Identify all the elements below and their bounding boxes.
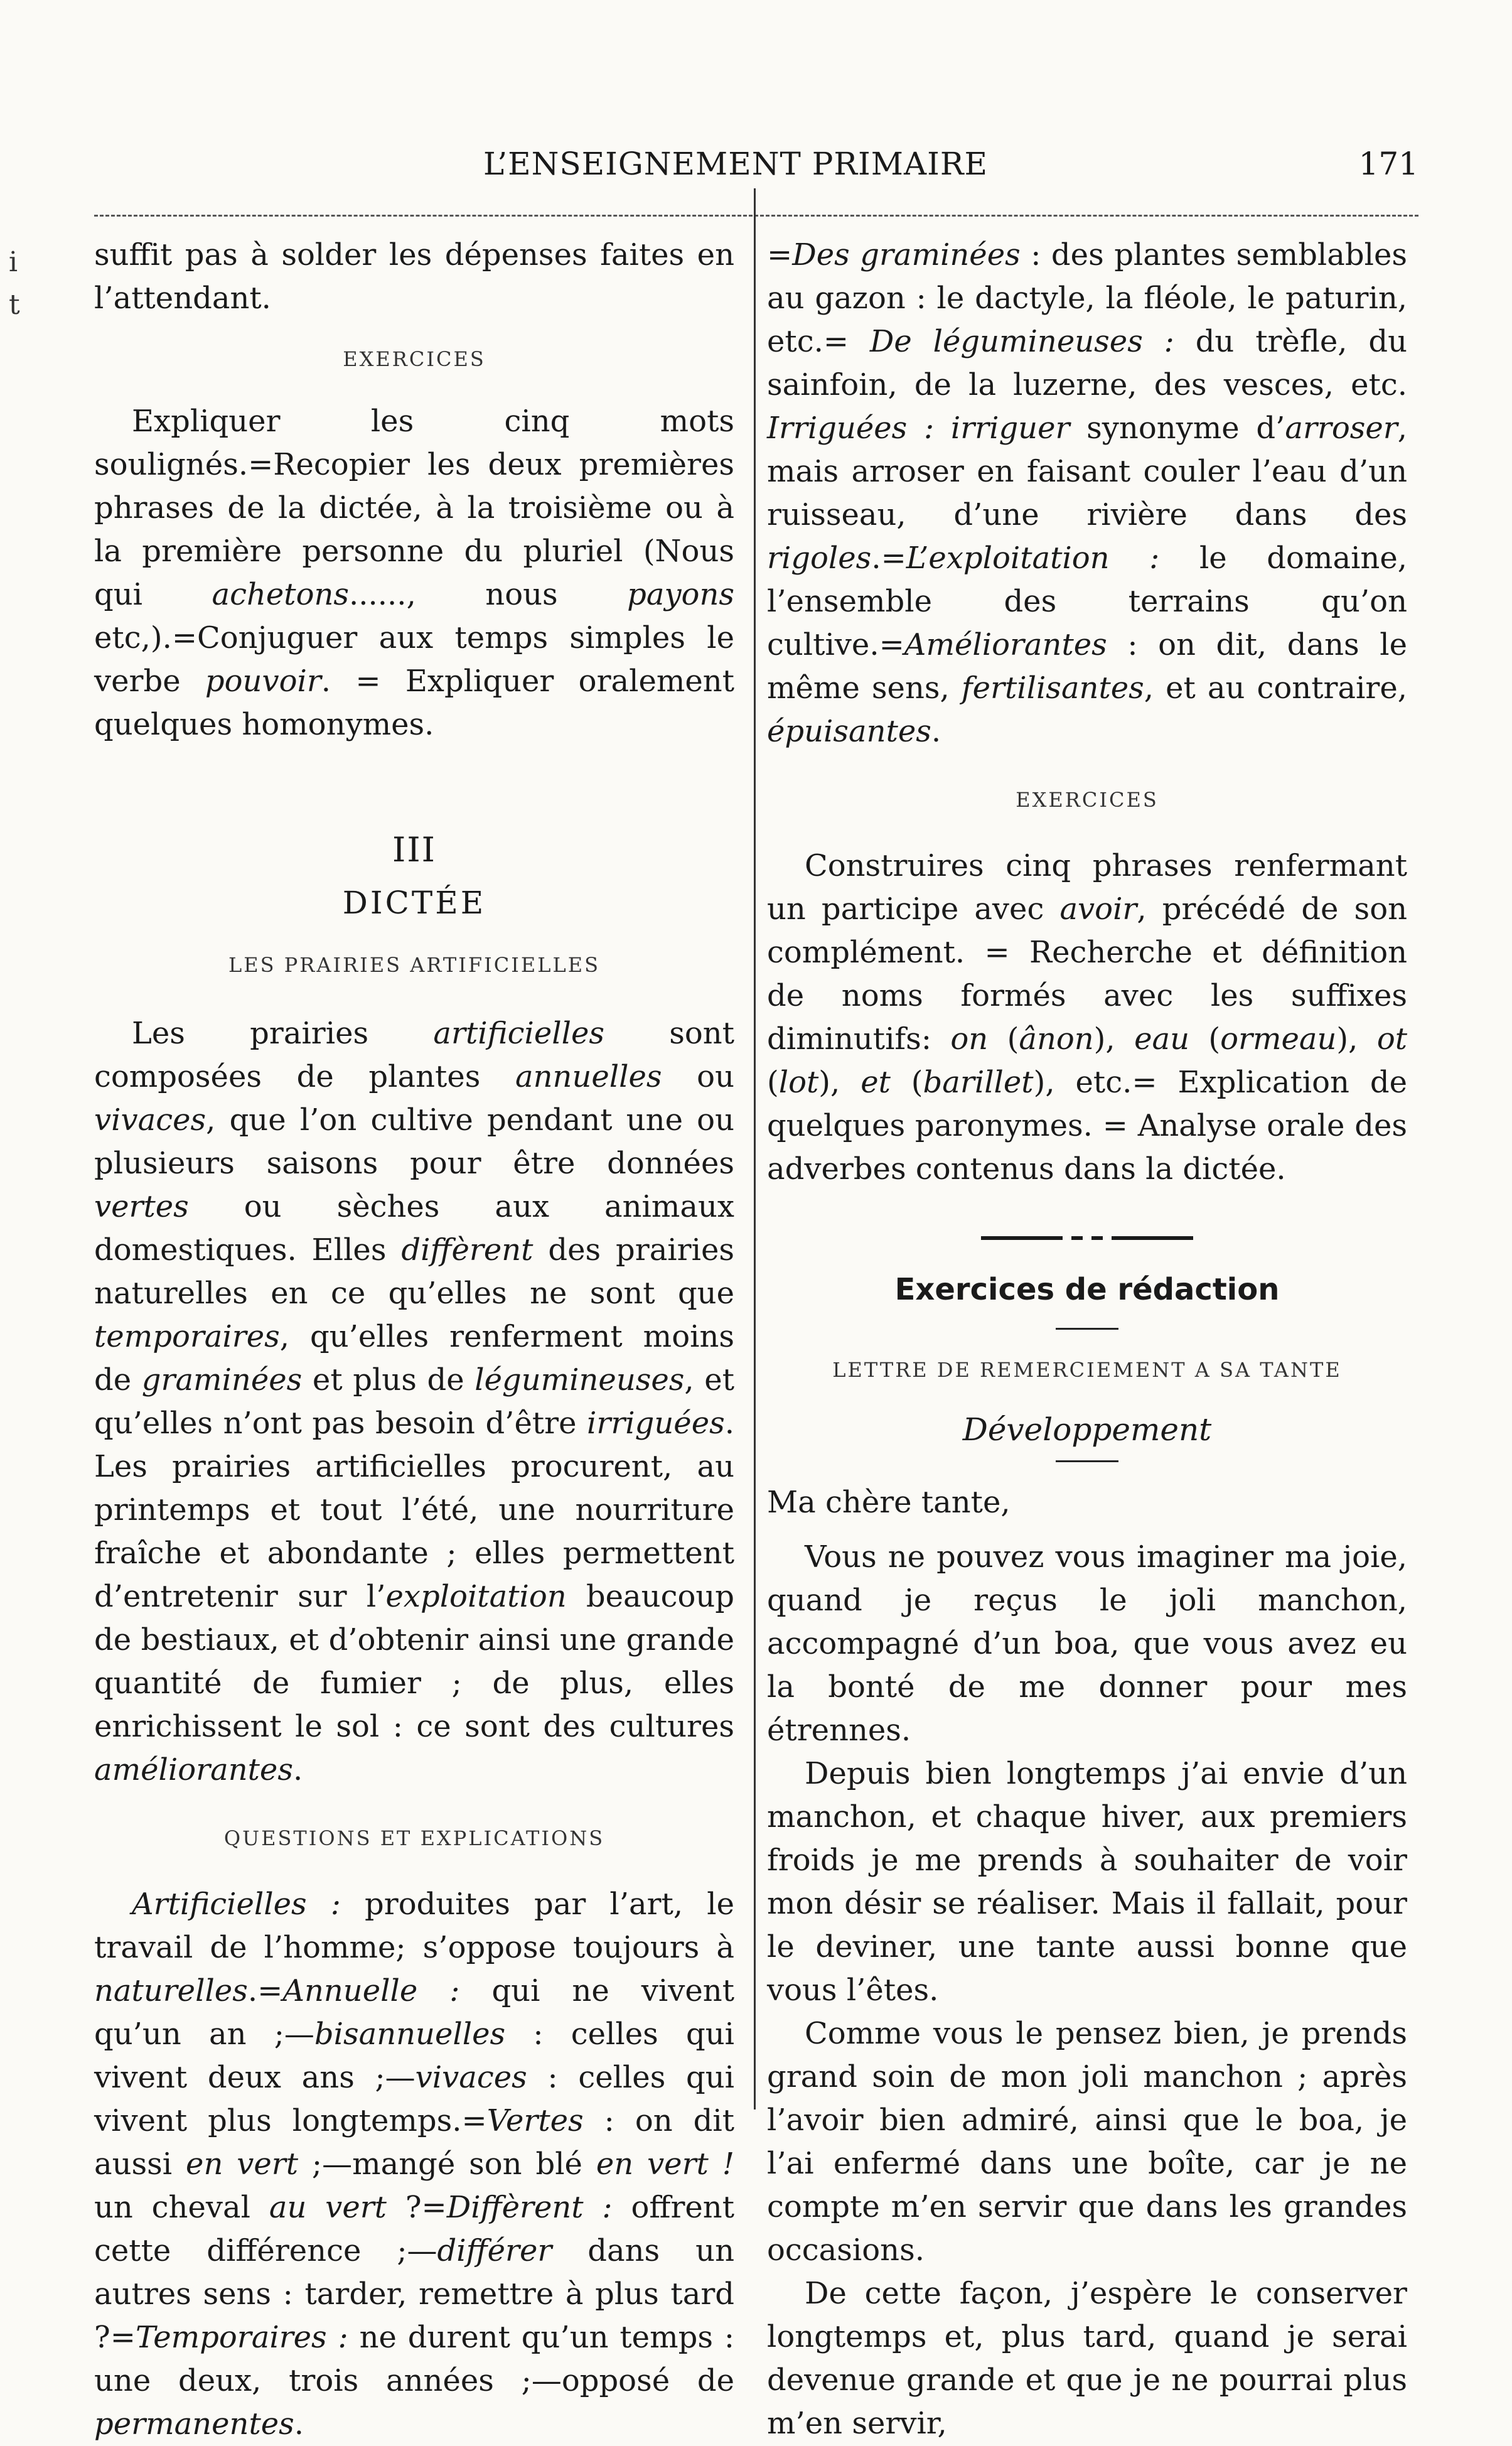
- dictation-text: Les prairies artificielles sont composées de plantes annuelles ou vivaces, que l’on cultive pendant une ou plusieurs saisons pour être données vertes ou sèches aux animaux domestiques. Elles diffèrent des prairies naturelles en ce qu’elles ne sont que temporaires, qu’elles renferment moins de graminées et plus de légumineuses, et qu’elles n’ont pas besoin d’être irriguées. Les prairies artificielles procurent, au printemps et tout l’été, une nourriture fraîche et abondante ; elles permettent d’entretenir sur l’exploitation beaucoup de bestiaux, et d’obtenir ainsi une grande quantité de fumier ; de plus, elles enrichissent le sol : ce sont des cultures améliorantes.: [94, 1016, 735, 1787]
- letter-paragraph: Depuis bien longtemps j’ai envie d’un manchon, et chaque hiver, aux premiers froids je me prends à souhaiter de voir mon désir se réaliser. Mais il fallait, pour le deviner, une tante aussi bonne que vous l’êtes.: [767, 1756, 1407, 2008]
- letter-paragraph: Comme vous le pensez bien, je prends grand soin de mon joli manchon ; après l’avoir bien admiré, ainsi que le boa, je l’ai enfermé dans une boîte, car je ne compte m’en servir que dans les grandes occasions.: [767, 2016, 1407, 2268]
- questions-heading: QUESTIONS ET EXPLICATIONS: [223, 1826, 605, 1850]
- section-number: III: [392, 830, 436, 870]
- column-divider: [754, 188, 756, 2109]
- margin-mark: i: [9, 246, 18, 278]
- ornament-rule: [767, 1216, 1407, 1259]
- letter-subtitle: Développement: [962, 1411, 1212, 1448]
- exercises-text: Expliquer les cinq mots soulignés.=Recopier les deux premières phrases de la dictée, à la troisième ou à la première personne du pluriel (Nous qui achetons......, nous payons etc,).=Conjuguer aux temps simples le verbe pouvoir. = Expliquer oralement quelques homonymes.: [94, 404, 735, 742]
- margin-mark: t: [9, 289, 20, 321]
- section-title: DICTÉE: [342, 885, 486, 921]
- page-number: 171: [1358, 146, 1418, 182]
- letter-paragraph: De cette façon, j’espère le conserver longtemps et, plus tard, quand je serai devenue grande et que je ne pourrai plus m’en servir,: [767, 2276, 1407, 2441]
- letter-paragraph: Vous ne pouvez vous imaginer ma joie, quand je reçus le joli manchon, accompagné d’un boa, que vous avez eu la bonté de me donner pour mes étrennes.: [767, 1539, 1407, 1748]
- left-column: [94, 234, 734, 2446]
- questions-text: Artificielles : produites par l’art, le travail de l’homme; s’oppose toujours à naturelles.=Annuelle : qui ne vivent qu’un an ;—bisannuelles : celles qui vivent deux ans ;—vivaces : celles qui vivent plus longtemps.=Vertes : on dit aussi en vert ;—mangé son blé en vert ! un cheval au vert ?=Diffèrent : offrent cette différence ;—différer dans un autres sens : tarder, remettre à plus tard ?=Temporaires : ne durent qu’un temps : une deux, trois années ;—opposé de permanentes.: [94, 1887, 735, 2442]
- salutation: Ma chère tante,: [767, 1485, 1011, 1520]
- paragraph: suffit pas à solder les dépenses faites en l’attendant.: [94, 237, 734, 316]
- redaction-heading: Exercices de rédaction: [894, 1272, 1280, 1307]
- journal-title: L’ENSEIGNEMENT PRIMAIRE: [483, 146, 988, 182]
- dictation-title: LES PRAIRIES ARTIFICIELLES: [228, 953, 600, 977]
- exercises-heading: EXERCICES: [1016, 788, 1159, 812]
- running-header: [94, 146, 1418, 196]
- header-rule: [94, 215, 1418, 217]
- right-column: [767, 234, 1407, 2445]
- letter-title: LETTRE DE REMERCIEMENT A SA TANTE: [832, 1358, 1342, 1382]
- exercises-heading: EXERCICES: [343, 347, 486, 371]
- exercises-text: Construires cinq phrases renfermant un participe avec avoir, précédé de son complément. = Recherche et définition de noms formés avec les suffixes diminutifs: on (ânon), eau (ormeau), ot (lot), et (barillet), etc.= Explication de quelques paronymes. = Analyse orale des adverbes contenus dans la dictée.: [767, 848, 1408, 1187]
- explanations-continued: =Des graminées : des plantes semblables au gazon : le dactyle, la fléole, le paturin, etc.= De légumineuses : du trèfle, du sainfoin, de la luzerne, des vesces, etc. Irriguées : irriguer synonyme d’arroser, mais arroser en faisant couler l’eau d’un ruisseau, d’une rivière dans des rigoles.=L’exploitation : le domaine, l’ensemble des terrains qu’on cultive.=Améliorantes : on dit, dans le même sens, fertilisantes, et au contraire, épuisantes.: [767, 237, 1408, 749]
